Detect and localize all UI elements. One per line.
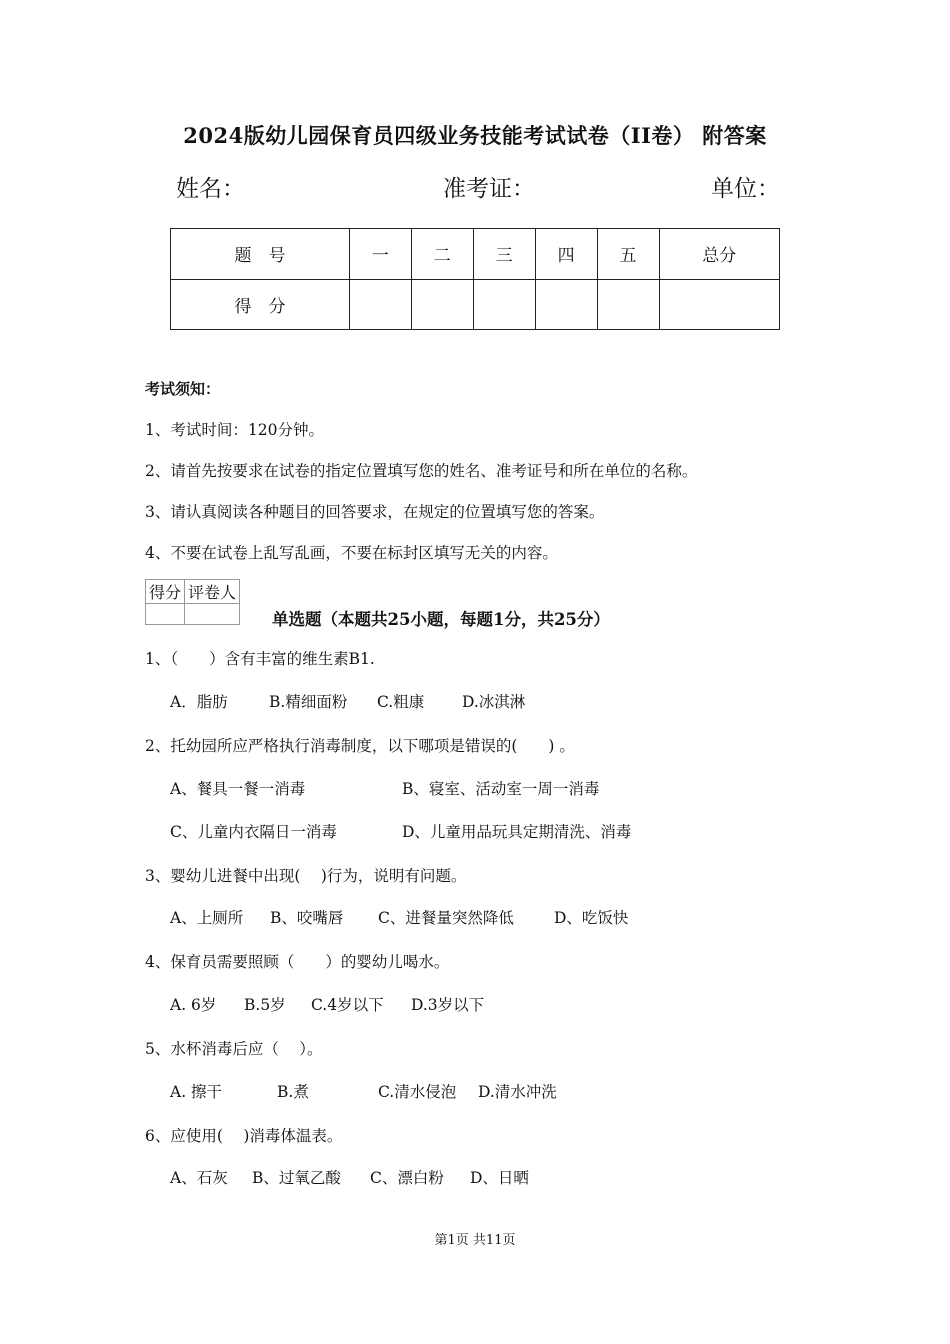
score-cell[interactable] bbox=[411, 279, 473, 330]
score-cell[interactable] bbox=[473, 279, 535, 330]
score-table-score-row bbox=[171, 279, 780, 330]
answer-option[interactable]: C.清水侵泡 bbox=[378, 1083, 457, 1101]
answer-option[interactable]: B、过氧乙酸 bbox=[252, 1169, 341, 1187]
score-table-header-cell: 三 bbox=[473, 229, 535, 280]
answer-option[interactable]: C.4岁以下 bbox=[311, 996, 384, 1014]
answer-option[interactable]: A. 擦干 bbox=[170, 1083, 223, 1101]
score-table-header-cell: 二 bbox=[411, 229, 473, 280]
answer-option[interactable]: C、进餐量突然降低 bbox=[378, 909, 514, 927]
question-text: 3、婴幼儿进餐中出现( )行为，说明有问题。 bbox=[145, 867, 467, 885]
answer-option[interactable]: B.精细面粉 bbox=[269, 693, 348, 711]
grader-table bbox=[145, 579, 240, 625]
score-table-header-cell: 一 bbox=[349, 229, 411, 280]
notes-heading: 考试须知： bbox=[145, 380, 221, 398]
answer-option[interactable]: A、餐具一餐一消毒 bbox=[170, 780, 306, 798]
answer-option[interactable]: D.冰淇淋 bbox=[462, 693, 526, 711]
score-cell[interactable] bbox=[597, 279, 659, 330]
grader-table-score-label: 得分 bbox=[146, 580, 185, 604]
answer-option[interactable]: A. 6岁 bbox=[170, 996, 217, 1014]
answer-option[interactable]: B、咬嘴唇 bbox=[270, 909, 344, 927]
score-table-header-row bbox=[171, 229, 780, 280]
score-table-header-cell: 五 bbox=[597, 229, 659, 280]
answer-option[interactable]: B、寝室、活动室一周一消毒 bbox=[402, 780, 600, 798]
answer-option[interactable]: B.5岁 bbox=[244, 996, 286, 1014]
answer-option[interactable]: D.3岁以下 bbox=[411, 996, 485, 1014]
exam-title: 2024版幼儿园保育员四级业务技能考试试卷（II卷） 附答案 bbox=[183, 123, 767, 148]
answer-option[interactable]: C.粗康 bbox=[377, 693, 425, 711]
score-table-header-cell: 四 bbox=[535, 229, 597, 280]
answer-option[interactable]: C、漂白粉 bbox=[370, 1169, 444, 1187]
question-text: 6、应使用( )消毒体温表。 bbox=[145, 1127, 343, 1145]
answer-option[interactable]: D、日晒 bbox=[470, 1169, 529, 1187]
answer-option[interactable]: C、儿童内衣隔日一消毒 bbox=[170, 823, 337, 841]
answer-option[interactable]: A、石灰 bbox=[170, 1169, 228, 1187]
answer-option[interactable]: A．脂肪 bbox=[170, 693, 228, 711]
answer-option[interactable]: D、吃饭快 bbox=[554, 909, 629, 927]
name-field-label: 姓名： bbox=[176, 176, 245, 202]
note-item: 1、考试时间：120分钟。 bbox=[145, 421, 324, 439]
grader-table-grader-cell[interactable] bbox=[185, 604, 240, 625]
answer-option[interactable]: A、上厕所 bbox=[170, 909, 244, 927]
question-text: 2、托幼园所应严格执行消毒制度，以下哪项是错误的( ) 。 bbox=[145, 737, 575, 755]
answer-option[interactable]: D、儿童用品玩具定期清洗、消毒 bbox=[402, 823, 632, 841]
question-text: 4、保育员需要照顾（ ）的婴幼儿喝水。 bbox=[145, 953, 450, 971]
question-text: 1、（ ）含有丰富的维生素B1. bbox=[145, 650, 375, 668]
score-row-label: 得 分 bbox=[171, 279, 350, 330]
score-cell[interactable] bbox=[535, 279, 597, 330]
note-item: 3、请认真阅读各种题目的回答要求，在规定的位置填写您的答案。 bbox=[145, 503, 605, 521]
note-item: 4、不要在试卷上乱写乱画，不要在标封区填写无关的内容。 bbox=[145, 544, 558, 562]
score-cell[interactable] bbox=[659, 279, 779, 330]
grader-table-grader-label: 评卷人 bbox=[185, 580, 240, 604]
score-cell[interactable] bbox=[349, 279, 411, 330]
grader-table-score-cell[interactable] bbox=[146, 604, 185, 625]
answer-option[interactable]: D.清水冲洗 bbox=[478, 1083, 557, 1101]
score-table-header-cell: 题 号 bbox=[171, 229, 350, 280]
score-table bbox=[170, 228, 780, 330]
unit-field-label: 单位： bbox=[711, 176, 780, 202]
answer-option[interactable]: B.煮 bbox=[277, 1083, 309, 1101]
page-footer: 第1页 共11页 bbox=[434, 1233, 516, 1248]
section-title: 单选题（本题共25小题，每题1分，共25分） bbox=[272, 610, 610, 629]
score-table-header-cell: 总分 bbox=[659, 229, 779, 280]
exam-number-field-label: 准考证： bbox=[443, 176, 535, 202]
note-item: 2、请首先按要求在试卷的指定位置填写您的姓名、准考证号和所在单位的名称。 bbox=[145, 462, 698, 480]
question-text: 5、水杯消毒后应（ ）。 bbox=[145, 1040, 323, 1058]
